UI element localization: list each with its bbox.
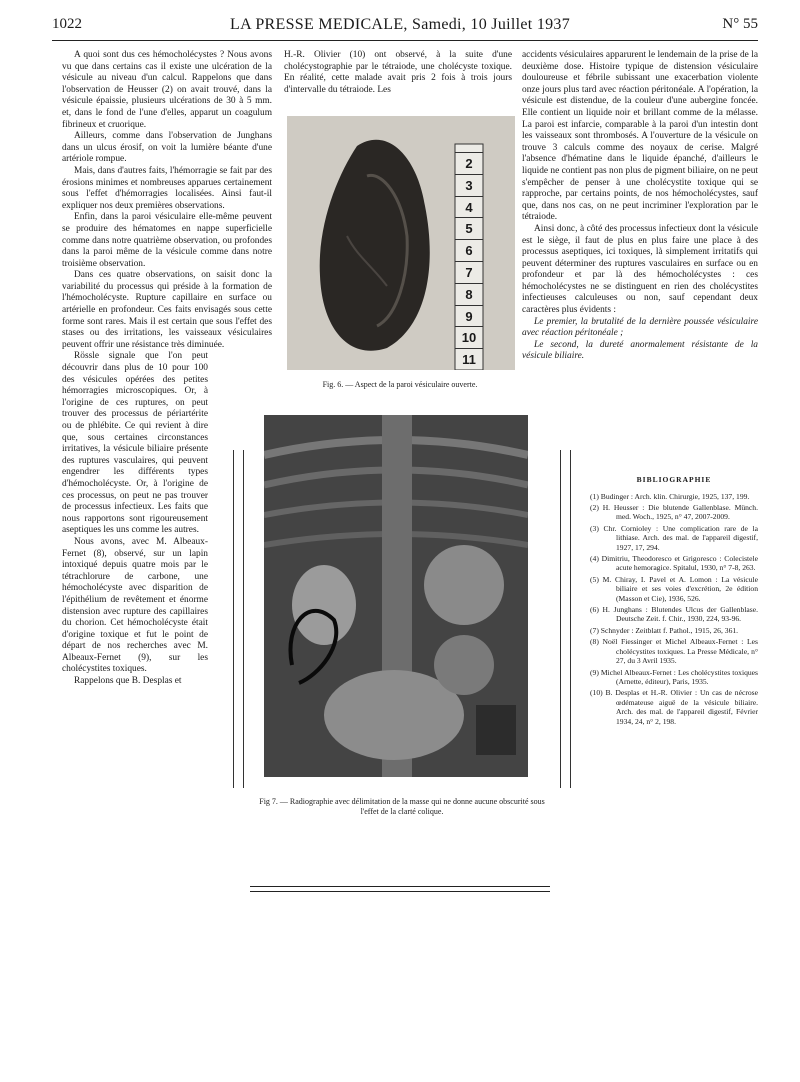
ruler-mark: 11 bbox=[455, 348, 483, 370]
fig7-right-rule bbox=[560, 450, 561, 788]
page-header bbox=[52, 16, 758, 38]
bibliography-item: (9) Michel Albeaux-Fernet : Les cholécystites toxiques (Arnette, éditeur), Paris, 1935. bbox=[590, 667, 758, 686]
col1-paragraph: Rappelons que B. Desplas et bbox=[74, 676, 182, 687]
ruler-mark: 10 bbox=[455, 326, 483, 349]
bibliography-item: (8) Noël Fiessinger et Michel Albeaux-Fernet : Les cholécystites toxiques. La Presse Médicale, n° 27, du 3 Avril 1935. bbox=[590, 637, 758, 666]
bibliography-item: (10) B. Desplas et H.-R. Olivier : Un cas de nécrose œdémateuse aiguë de la vésicule biliaire. Arch. des mal. de l'appareil digestif, Février 1934, 24, n° 2, 198. bbox=[590, 688, 758, 726]
column-3 bbox=[522, 50, 758, 363]
journal-title: LA PRESSE MEDICALE, Samedi, 10 Juillet 1937 bbox=[230, 16, 571, 33]
ruler-mark: 7 bbox=[455, 261, 483, 284]
end-rule bbox=[250, 886, 550, 887]
col3-paragraph: Ainsi donc, à côté des processus infectieux dont la vésicule est le siège, il faut de plus en plus faire une place à des processus aseptiques, ici toxiques, là simplement irritatifs qui peuvent déterminer des ruptures vasculaires en surface ou en profondeur et par là des hémocholécystes : ces hémocholécystes ne se distinguent en rien des cholécystites infectieuses calculeuses ou non, sauf cependant deux caractères plus évidents : bbox=[522, 223, 758, 316]
ruler-mark: 2 bbox=[455, 152, 483, 175]
measuring-ruler bbox=[455, 152, 483, 370]
ruler-mark: 4 bbox=[455, 196, 483, 219]
bibliography bbox=[590, 464, 758, 728]
bibliography-list bbox=[590, 492, 758, 726]
ruler-mark: 8 bbox=[455, 283, 483, 306]
header-rule bbox=[52, 40, 758, 41]
col2-paragraph: H.-R. Olivier (10) ont observé, à la suite d'une cholécystographie par le tétraiode, une cholécyste toxique. En réalité, cette malade avait pris 2 fois à trois jours d'intervalle du tétraiode. Les bbox=[284, 50, 512, 95]
page-number: 1022 bbox=[52, 16, 82, 32]
col1-paragraph: Mais, dans d'autres faits, l'hémorragie se fait par des érosions minimes et nombreuses apparues certainement sous l'effet d'hémorragies localisées. Ainsi faut-il expliquer nos deux premières observations. bbox=[62, 165, 272, 211]
col1-paragraph: A quoi sont dus ces hémocholécystes ? Nous avons vu que dans certains cas il existe une ulcération de la vésicule au niveau d'un calcul. Rappelons que dans l'observation de Heusser (2) on avait trouvé, dans la vésicule épaissie, plusieurs ulcérations de 30 à 5 mm. et, dans le fond de l'une d'elles, apparut un coagulum fibrineux et cruorique. bbox=[62, 50, 272, 130]
col3-paragraph: Le second, la dureté anormalement résistante de la vésicule biliaire. bbox=[522, 339, 758, 362]
bibliography-item: (6) H. Junghans : Blutendes Ulcus der Gallenblase. Deutsche Zeit. f. Chir., 1930, 224, 93-96. bbox=[590, 605, 758, 624]
fig6-caption: Fig. 6. — Aspect de la paroi vésiculaire ouverte. bbox=[322, 380, 478, 389]
column-1 bbox=[62, 50, 272, 688]
bibliography-item: (4) Dimitriu, Theodoresco et Grigoresco : Colecistele acute hemoragice. Spitalul, 1930, n° 7-8, 263. bbox=[590, 554, 758, 573]
ruler-mark: 5 bbox=[455, 217, 483, 240]
end-rule bbox=[250, 891, 550, 892]
issue-number: N° 55 bbox=[722, 16, 758, 32]
bibliography-item: (5) M. Chiray, I. Pavel et A. Lomon : La vésicule biliaire et ses voies d'excrétion, 2e édition (Masson et Cie), 1936, 526. bbox=[590, 574, 758, 603]
col1-paragraph: Nous avons, avec M. Albeaux-Fernet (8), observé, sur un lapin intoxiqué depuis quatre mois par le tétrachlorure de carbone, une hémocholécyste avec disparition de l'épithélium de revêtement et énorme distension avec rupture des capillaires du chorion. Cet hémocholécyste était d'origine toxique et fut le point de départ de nos recherches avec M. Albeaux-Fernet (9), sur les cholécystites toxiques. bbox=[62, 536, 208, 675]
bibliography-title: BIBLIOGRAPHIE bbox=[636, 475, 712, 484]
bibliography-item: (3) Chr. Cornioley : Une complication rare de la lithiase. Arch. des mal. de l'appareil digestif, 1927, 17, 294. bbox=[590, 523, 758, 552]
column-2 bbox=[284, 50, 512, 96]
bibliography-item: (2) H. Heusser : Die blutende Gallenblase. Münch. med. Woch., 1925, n° 47, 2007-2009. bbox=[590, 503, 758, 522]
fig7-left-rule bbox=[233, 450, 234, 788]
fig7-left-rule bbox=[243, 450, 244, 788]
col1-paragraph: Enfin, dans la paroi vésiculaire elle-même peuvent se produire des hématomes en nappe superficielle comme dans notre quatrième observation, ou profondes dans la paroi même de la vésicule comme dans notre troisième observation. bbox=[62, 212, 272, 269]
fig7-caption: Fig 7. — Radiographie avec délimitation de la masse qui ne donne aucune obscurité sous l'effet de la clarté colique. bbox=[259, 797, 545, 816]
ruler-mark: 6 bbox=[455, 239, 483, 262]
col3-paragraph: accidents vésiculaires apparurent le lendemain de la prise de la deuxième dose. Histoire typique de distension vésiculaire douloureuse et fébrile subissant une exacerbation violente onze jours plus tard avec réaction péritonéale. A l'opération, la vésicule est distendue, de la couleur d'une aubergine foncée. Elle contient un liquide noir et brillant comme de la mélasse. La paroi est infarcie, comparable à la paroi d'un intestin dont les vaisseaux sont thrombosés. A l'ouverture de la vésicule on trouve 3 calculs comme des noyaux de cerise. Malgré l'absence d'hématine dans le liquide épanché, d'ailleurs le liquide ne contient pas non plus de pigment biliaire, on ne peut s'empêcher de penser à une cholécystite toxique qui se rapproche, par certains points, de nos hémocholécystes, sauf que, dans nos cas, on ne peut incriminer l'exploration par le tétraiode. bbox=[522, 50, 758, 223]
radiograph-image bbox=[264, 415, 528, 777]
bibliography-item: (7) Schnyder : Zeitblatt f. Pathol., 1915, 26, 361. bbox=[590, 625, 739, 635]
col3-paragraph: Le premier, la brutalité de la dernière poussée vésiculaire avec réaction péritonéale ; bbox=[522, 316, 758, 339]
bibliography-item: (1) Budinger : Arch. klin. Chirurgie, 1925, 137, 199. bbox=[590, 491, 750, 501]
col1-paragraph: Ailleurs, comme dans l'observation de Junghans dans un ulcus érosif, on voit la lumière béante d'une artériole rompue. bbox=[62, 131, 272, 165]
fig7-xray bbox=[264, 415, 528, 777]
col1-paragraph: Dans ces quatre observations, on saisit donc la variabilité du processus qui préside à la formation de l'hémocholécyste. Rupture capillaire en surface ou artérielle en profondeur. Ces faits envisagés sous cette forme sont rares. Mais il est certain que sous l'effet des stases ou des irritations, les vaisseaux vésiculaires peuvent offrir une résistance très diminuée. bbox=[62, 270, 272, 350]
ruler-mark: 3 bbox=[455, 174, 483, 197]
fig6-photo bbox=[287, 116, 515, 370]
ruler-mark: 9 bbox=[455, 305, 483, 328]
fig7-right-rule bbox=[570, 450, 571, 788]
col1-paragraph: Rössle signale que l'on peut découvrir dans plus de 10 pour 100 des vésicules opérées des petites hémorragies microscopiques. Or, à l'origine de ces ruptures, on peut trouver des processus de périartérite ou de phlébite. Ce qui revient à dire que, sous certaines circonstances irritatives, la vésicule biliaire présente des ruptures vasculaires, qui peuvent engendrer les différents types d'hémocholécyste. Or, à l'origine de ces processus, on peut ne pas trouver de processus infectieux. Les faits que nous rapportons sont rigoureusement aseptiques les uns comme les autres. bbox=[62, 351, 208, 536]
